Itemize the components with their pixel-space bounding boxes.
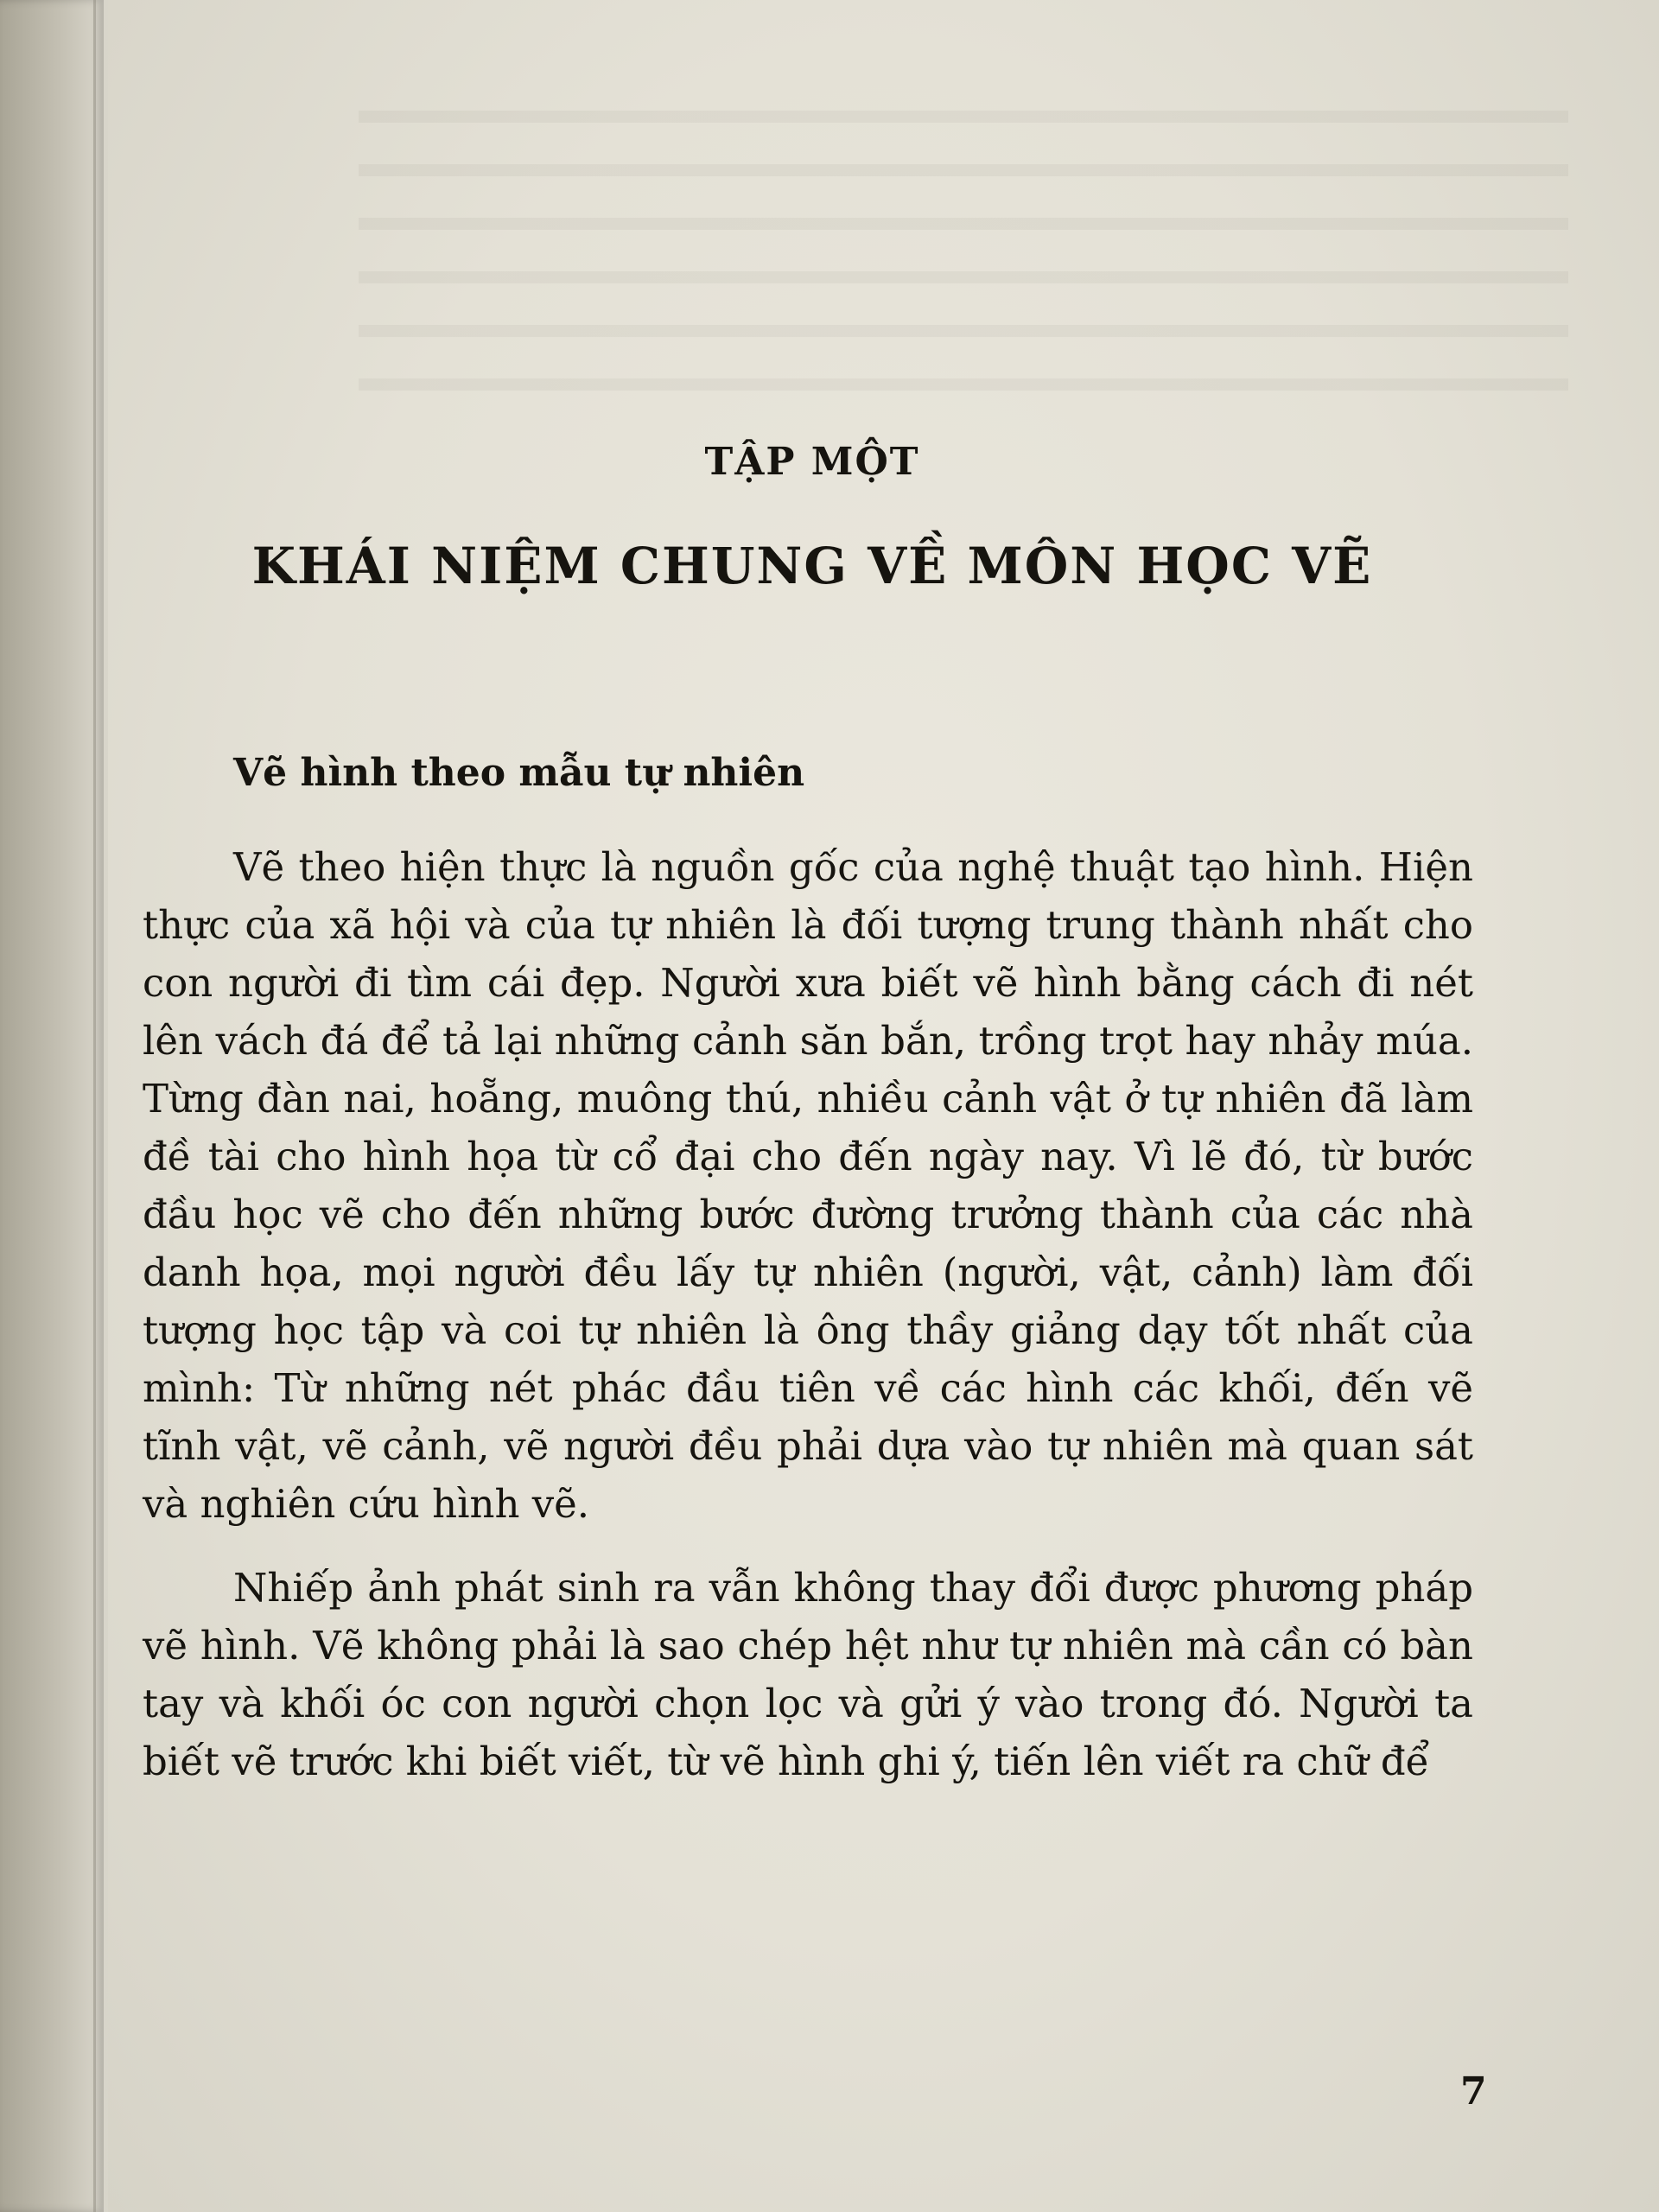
chapter-title: KHÁI NIỆM CHUNG VỀ MÔN HỌC VẼ xyxy=(251,537,1373,595)
paragraph-2: Nhiếp ảnh phát sinh ra vẫn không thay đổi được phương pháp vẽ hình. Vẽ không phải là sao chép hệt như tự nhiên mà cần có bàn tay và khối óc con người chọn lọc và gửi ý vào trong đó. Người ta biết vẽ trước khi biết viết, từ vẽ hình ghi ý, tiến lên viết ra chữ để xyxy=(143,1565,1473,1784)
part-title: TẬP MỘT xyxy=(704,440,920,484)
section-title: Vẽ hình theo mẫu tự nhiên xyxy=(233,751,805,795)
bleed-through-text xyxy=(359,69,1568,397)
previous-page-edge xyxy=(0,0,104,2212)
paragraph-1: Vẽ theo hiện thực là nguồn gốc của nghệ thuật tạo hình. Hiện thực của xã hội và của tự nhiên là đối tượng trung thành nhất cho con người đi tìm cái đẹp. Người xưa biết vẽ hình bằng cách đi nét lên vách đá để tả lại những cảnh săn bắn, trồng trọt hay nhảy múa. Từng đàn nai, hoẵng, muông thú, nhiều cảnh vật ở tự nhiên đã làm đề tài cho hình họa từ cổ đại cho đến ngày nay. Vì lẽ đó, từ bước đầu học vẽ cho đến những bước đường trưởng thành của các nhà danh họa, mọi người đều lấy tự nhiên (người, vật, cảnh) làm đối tượng học tập và coi tự nhiên là ông thầy giảng dạy tốt nhất của mình: Từ những nét phác đầu tiên về các hình các khối, đến vẽ tĩnh vật, vẽ cảnh, vẽ người đều phải dựa vào tự nhiên mà quan sát và nghiên cứu hình vẽ. xyxy=(143,844,1473,1527)
book-spine-line xyxy=(93,0,96,2212)
page-number: 7 xyxy=(1460,2069,1487,2113)
page-content xyxy=(143,432,1482,1790)
